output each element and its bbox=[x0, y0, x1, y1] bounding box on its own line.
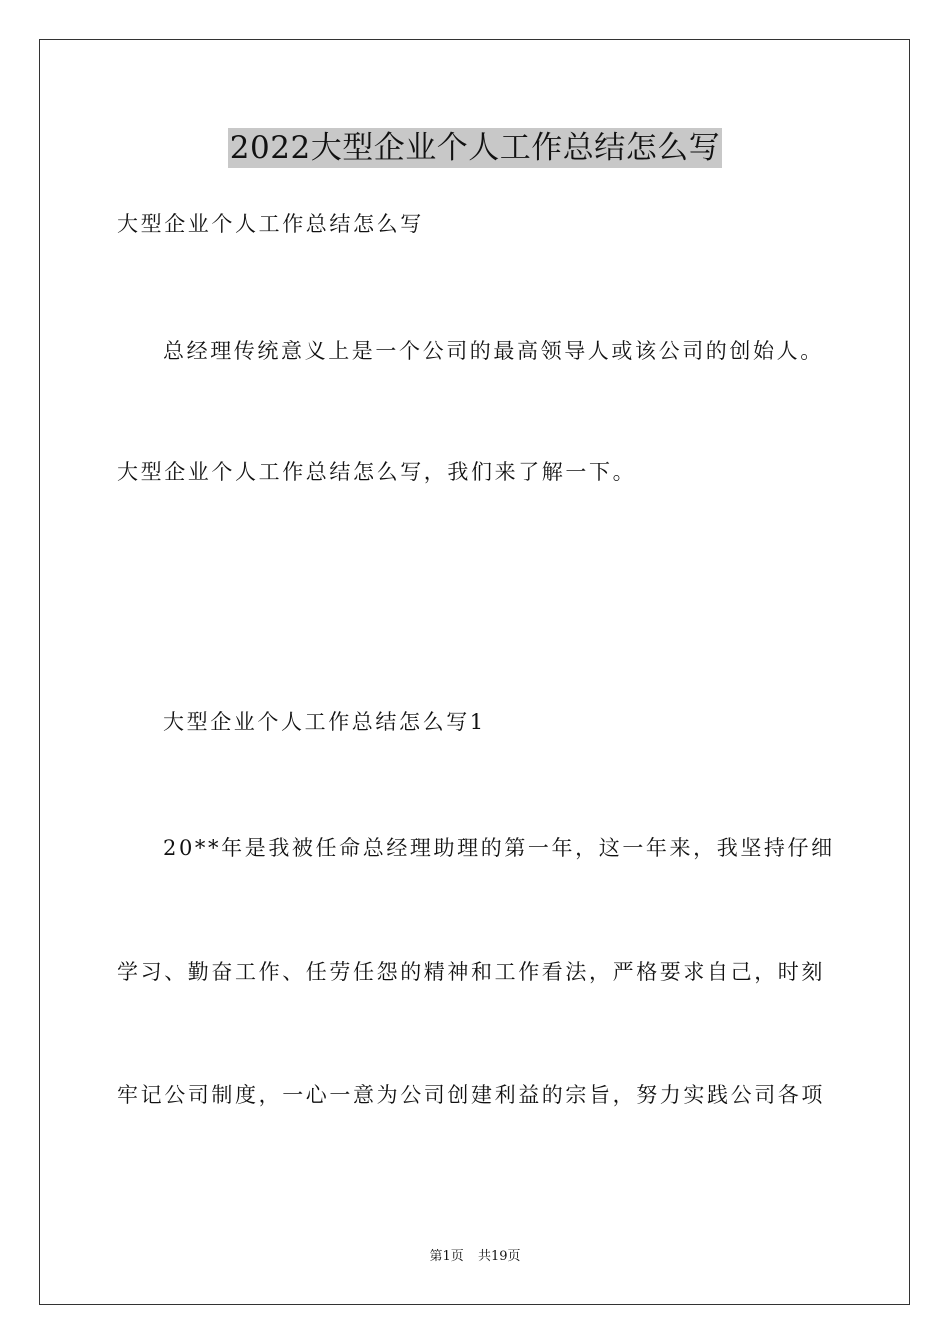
title-container bbox=[0, 128, 950, 168]
page-number: 第1页 bbox=[429, 1249, 464, 1264]
document-title: 2022大型企业个人工作总结怎么写 bbox=[229, 130, 721, 166]
paragraph-line: 牢记公司制度，一心一意为公司创建利益的宗旨，努力实践公司各项 bbox=[117, 1083, 825, 1107]
paragraph-line: 总经理传统意义上是一个公司的最高领导人或该公司的创始人。 bbox=[163, 339, 824, 363]
page-footer bbox=[0, 1248, 950, 1266]
subtitle-line: 大型企业个人工作总结怎么写 bbox=[117, 212, 424, 236]
section-heading: 大型企业个人工作总结怎么写1 bbox=[163, 710, 486, 734]
paragraph-line: 大型企业个人工作总结怎么写，我们来了解一下。 bbox=[117, 460, 637, 484]
paragraph-line: 学习、勤奋工作、任劳任怨的精神和工作看法，严格要求自己，时刻 bbox=[117, 960, 825, 984]
paragraph-line: 20**年是我被任命总经理助理的第一年，这一年来，我坚持仔细 bbox=[163, 836, 835, 860]
page-total: 共19页 bbox=[477, 1249, 521, 1264]
